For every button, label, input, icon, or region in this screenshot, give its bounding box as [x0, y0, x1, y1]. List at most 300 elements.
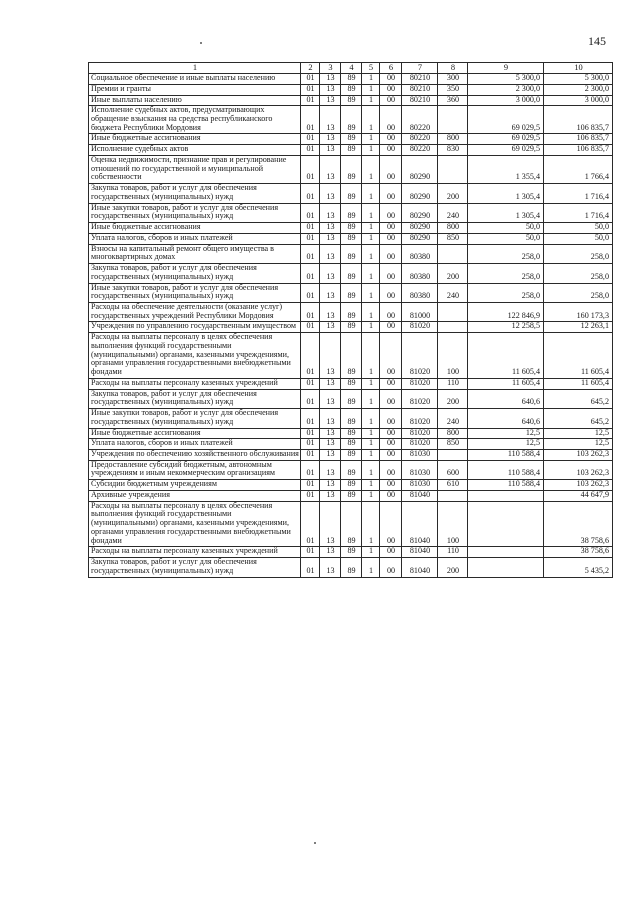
table-row	[89, 409, 613, 428]
code-cell: 1	[362, 490, 380, 501]
code-cell: 89	[341, 378, 362, 389]
code-cell: 00	[380, 155, 402, 183]
amount-cell: 258,0	[544, 244, 613, 263]
amount-cell: 103 262,3	[544, 449, 613, 460]
code-cell: 1	[362, 95, 380, 106]
row-name: Исполнение судебных актов, предусматривающих обращение взыскания на средства республиканского бюджета Республики Мордовия	[89, 106, 301, 134]
row-name: Иные бюджетные ассигнования	[89, 223, 301, 234]
budget-table	[88, 62, 613, 578]
code-cell: 01	[301, 95, 320, 106]
amount-cell: 106 835,7	[544, 106, 613, 134]
code-cell: 00	[380, 283, 402, 302]
table-row	[89, 95, 613, 106]
table-row	[89, 145, 613, 156]
code-cell: 1	[362, 547, 380, 558]
code-cell: 100	[438, 333, 468, 379]
row-name: Премии и гранты	[89, 84, 301, 95]
code-cell: 89	[341, 145, 362, 156]
code-cell: 1	[362, 480, 380, 491]
table-row	[89, 547, 613, 558]
code-cell: 850	[438, 439, 468, 450]
table-row	[89, 439, 613, 450]
amount-cell: 1 716,4	[544, 203, 613, 222]
row-name: Расходы на выплаты персоналу в целях обеспечения выполнения функций государственными (муниципальными) органами, казенными учреждениями, органами управления государственными внебюджетными фондами	[89, 333, 301, 379]
table-row	[89, 333, 613, 379]
code-cell: 1	[362, 106, 380, 134]
row-name: Исполнение судебных актов	[89, 145, 301, 156]
code-cell: 01	[301, 106, 320, 134]
code-cell: 89	[341, 74, 362, 85]
code-cell: 1	[362, 409, 380, 428]
code-cell: 89	[341, 501, 362, 547]
amount-cell: 106 835,7	[544, 134, 613, 145]
code-cell: 89	[341, 134, 362, 145]
code-cell: 01	[301, 223, 320, 234]
column-header: 6	[380, 63, 402, 74]
amount-cell: 258,0	[468, 283, 544, 302]
code-cell: 1	[362, 203, 380, 222]
row-name: Предоставление субсидий бюджетным, автономным учреждениям и иным некоммерческим организациям	[89, 460, 301, 479]
code-cell: 13	[320, 389, 341, 408]
amount-cell: 110 588,4	[468, 449, 544, 460]
code-cell: 89	[341, 428, 362, 439]
row-name: Закупка товаров, работ и услуг для обеспечения государственных (муниципальных) нужд	[89, 184, 301, 203]
row-name: Закупка товаров, работ и услуг для обеспечения государственных (муниципальных) нужд	[89, 558, 301, 577]
code-cell: 1	[362, 134, 380, 145]
code-cell: 1	[362, 302, 380, 321]
code-cell: 89	[341, 333, 362, 379]
code-cell: 13	[320, 184, 341, 203]
code-cell: 01	[301, 490, 320, 501]
table-row	[89, 203, 613, 222]
code-cell: 81030	[402, 480, 438, 491]
table-row	[89, 134, 613, 145]
code-cell: 13	[320, 244, 341, 263]
table-header-row	[89, 63, 613, 74]
amount-cell: 160 173,3	[544, 302, 613, 321]
code-cell: 850	[438, 233, 468, 244]
code-cell: 00	[380, 322, 402, 333]
amount-cell: 12,5	[468, 428, 544, 439]
amount-cell: 258,0	[544, 283, 613, 302]
amount-cell: 258,0	[468, 244, 544, 263]
table-row	[89, 264, 613, 283]
code-cell: 13	[320, 449, 341, 460]
code-cell: 13	[320, 558, 341, 577]
table-row	[89, 378, 613, 389]
code-cell: 00	[380, 558, 402, 577]
code-cell: 80380	[402, 264, 438, 283]
code-cell: 13	[320, 155, 341, 183]
code-cell: 00	[380, 106, 402, 134]
code-cell: 00	[380, 74, 402, 85]
code-cell: 110	[438, 547, 468, 558]
code-cell: 80210	[402, 84, 438, 95]
code-cell: 81020	[402, 333, 438, 379]
code-cell	[438, 302, 468, 321]
table-row	[89, 155, 613, 183]
amount-cell: 2 300,0	[468, 84, 544, 95]
code-cell: 89	[341, 184, 362, 203]
table-row	[89, 74, 613, 85]
code-cell: 13	[320, 460, 341, 479]
code-cell: 240	[438, 409, 468, 428]
amount-cell: 258,0	[544, 264, 613, 283]
code-cell: 240	[438, 283, 468, 302]
table-row	[89, 84, 613, 95]
code-cell: 00	[380, 134, 402, 145]
code-cell: 00	[380, 460, 402, 479]
column-header: 7	[402, 63, 438, 74]
code-cell: 80210	[402, 74, 438, 85]
code-cell: 89	[341, 84, 362, 95]
page-number: 145	[588, 34, 606, 48]
amount-cell: 640,6	[468, 389, 544, 408]
amount-cell: 12,5	[544, 439, 613, 450]
code-cell: 81040	[402, 501, 438, 547]
code-cell: 1	[362, 145, 380, 156]
code-cell: 800	[438, 223, 468, 234]
code-cell: 13	[320, 84, 341, 95]
scan-speck	[314, 842, 316, 844]
table-row	[89, 233, 613, 244]
code-cell: 89	[341, 106, 362, 134]
row-name: Социальное обеспечение и иные выплаты населению	[89, 74, 301, 85]
code-cell: 00	[380, 145, 402, 156]
amount-cell: 1 355,4	[468, 155, 544, 183]
code-cell: 01	[301, 547, 320, 558]
code-cell: 1	[362, 501, 380, 547]
code-cell: 00	[380, 233, 402, 244]
row-name: Иные закупки товаров, работ и услуг для обеспечения государственных (муниципальных) нужд	[89, 283, 301, 302]
code-cell: 00	[380, 501, 402, 547]
column-header: 5	[362, 63, 380, 74]
code-cell: 89	[341, 283, 362, 302]
amount-cell: 3 000,0	[468, 95, 544, 106]
amount-cell: 38 758,6	[544, 501, 613, 547]
row-name: Иные закупки товаров, работ и услуг для обеспечения государственных (муниципальных) нужд	[89, 203, 301, 222]
code-cell: 81030	[402, 449, 438, 460]
amount-cell: 11 605,4	[544, 333, 613, 379]
code-cell: 01	[301, 283, 320, 302]
code-cell: 00	[380, 203, 402, 222]
code-cell: 1	[362, 558, 380, 577]
column-header: 4	[341, 63, 362, 74]
amount-cell: 103 262,3	[544, 460, 613, 479]
amount-cell	[468, 490, 544, 501]
amount-cell: 645,2	[544, 389, 613, 408]
amount-cell: 50,0	[544, 233, 613, 244]
code-cell: 800	[438, 428, 468, 439]
row-name: Расходы на выплаты персоналу казенных учреждений	[89, 547, 301, 558]
table-row	[89, 223, 613, 234]
amount-cell: 1 766,4	[544, 155, 613, 183]
code-cell: 89	[341, 460, 362, 479]
code-cell	[438, 490, 468, 501]
code-cell: 80220	[402, 134, 438, 145]
code-cell: 01	[301, 155, 320, 183]
code-cell: 89	[341, 95, 362, 106]
code-cell: 13	[320, 302, 341, 321]
amount-cell: 106 835,7	[544, 145, 613, 156]
code-cell: 01	[301, 378, 320, 389]
code-cell: 01	[301, 409, 320, 428]
code-cell: 1	[362, 223, 380, 234]
column-header: 10	[544, 63, 613, 74]
row-name: Расходы на выплаты персоналу в целях обеспечения выполнения функций государственными (муниципальными) органами, казенными учреждениями, органами управления государственными внебюджетными фондами	[89, 501, 301, 547]
code-cell: 89	[341, 264, 362, 283]
amount-cell: 12 258,5	[468, 322, 544, 333]
amount-cell: 2 300,0	[544, 84, 613, 95]
code-cell	[438, 449, 468, 460]
code-cell: 13	[320, 145, 341, 156]
code-cell: 13	[320, 322, 341, 333]
table-row	[89, 449, 613, 460]
code-cell: 13	[320, 501, 341, 547]
column-header: 9	[468, 63, 544, 74]
code-cell: 240	[438, 203, 468, 222]
code-cell: 01	[301, 84, 320, 95]
code-cell: 00	[380, 333, 402, 379]
code-cell: 13	[320, 264, 341, 283]
table-row	[89, 184, 613, 203]
amount-cell: 122 846,9	[468, 302, 544, 321]
code-cell: 300	[438, 74, 468, 85]
code-cell: 1	[362, 74, 380, 85]
table-row	[89, 389, 613, 408]
code-cell: 81040	[402, 490, 438, 501]
code-cell: 81020	[402, 322, 438, 333]
code-cell: 89	[341, 223, 362, 234]
code-cell: 81040	[402, 558, 438, 577]
row-name: Архивные учреждения	[89, 490, 301, 501]
code-cell: 1	[362, 233, 380, 244]
code-cell: 13	[320, 480, 341, 491]
row-name: Учреждения по управлению государственным имуществом	[89, 322, 301, 333]
code-cell: 01	[301, 389, 320, 408]
amount-cell: 5 435,2	[544, 558, 613, 577]
code-cell: 01	[301, 558, 320, 577]
code-cell: 00	[380, 480, 402, 491]
code-cell: 81030	[402, 460, 438, 479]
row-name: Иные бюджетные ассигнования	[89, 428, 301, 439]
code-cell: 1	[362, 460, 380, 479]
amount-cell: 44 647,9	[544, 490, 613, 501]
amount-cell: 640,6	[468, 409, 544, 428]
table-row	[89, 460, 613, 479]
amount-cell: 1 305,4	[468, 184, 544, 203]
code-cell: 80210	[402, 95, 438, 106]
code-cell: 200	[438, 264, 468, 283]
code-cell: 800	[438, 134, 468, 145]
code-cell: 13	[320, 95, 341, 106]
code-cell: 100	[438, 501, 468, 547]
code-cell: 80290	[402, 184, 438, 203]
code-cell: 13	[320, 74, 341, 85]
code-cell: 1	[362, 439, 380, 450]
code-cell: 00	[380, 223, 402, 234]
code-cell: 01	[301, 145, 320, 156]
code-cell: 00	[380, 84, 402, 95]
amount-cell: 3 000,0	[544, 95, 613, 106]
code-cell: 1	[362, 449, 380, 460]
code-cell: 00	[380, 490, 402, 501]
code-cell: 13	[320, 428, 341, 439]
code-cell: 1	[362, 322, 380, 333]
code-cell: 89	[341, 203, 362, 222]
code-cell: 00	[380, 95, 402, 106]
code-cell: 89	[341, 302, 362, 321]
code-cell: 200	[438, 184, 468, 203]
code-cell: 110	[438, 378, 468, 389]
row-name: Закупка товаров, работ и услуг для обеспечения государственных (муниципальных) нужд	[89, 389, 301, 408]
code-cell	[438, 106, 468, 134]
code-cell: 00	[380, 302, 402, 321]
code-cell: 13	[320, 203, 341, 222]
code-cell	[438, 322, 468, 333]
code-cell: 13	[320, 333, 341, 379]
amount-cell: 69 029,5	[468, 134, 544, 145]
table-row	[89, 490, 613, 501]
code-cell: 00	[380, 244, 402, 263]
code-cell: 01	[301, 264, 320, 283]
code-cell: 01	[301, 333, 320, 379]
code-cell: 00	[380, 449, 402, 460]
code-cell: 89	[341, 233, 362, 244]
table-row	[89, 283, 613, 302]
code-cell: 1	[362, 184, 380, 203]
code-cell: 1	[362, 428, 380, 439]
code-cell: 89	[341, 547, 362, 558]
code-cell: 01	[301, 449, 320, 460]
amount-cell: 110 588,4	[468, 480, 544, 491]
amount-cell	[468, 501, 544, 547]
code-cell: 01	[301, 460, 320, 479]
code-cell: 13	[320, 283, 341, 302]
code-cell: 200	[438, 389, 468, 408]
code-cell: 13	[320, 233, 341, 244]
code-cell: 610	[438, 480, 468, 491]
code-cell: 1	[362, 84, 380, 95]
table-row	[89, 302, 613, 321]
code-cell: 01	[301, 184, 320, 203]
code-cell: 89	[341, 244, 362, 263]
code-cell: 89	[341, 558, 362, 577]
code-cell: 00	[380, 547, 402, 558]
amount-cell: 50,0	[468, 233, 544, 244]
amount-cell: 50,0	[544, 223, 613, 234]
amount-cell: 103 262,3	[544, 480, 613, 491]
amount-cell: 1 305,4	[468, 203, 544, 222]
amount-cell: 69 029,5	[468, 145, 544, 156]
amount-cell: 12,5	[544, 428, 613, 439]
code-cell: 81020	[402, 378, 438, 389]
column-header: 2	[301, 63, 320, 74]
table-row	[89, 480, 613, 491]
row-name: Взносы на капитальный ремонт общего имущества в многоквартирных домах	[89, 244, 301, 263]
code-cell	[438, 244, 468, 263]
code-cell: 89	[341, 439, 362, 450]
table-body	[89, 63, 613, 578]
row-name: Иные бюджетные ассигнования	[89, 134, 301, 145]
code-cell: 00	[380, 439, 402, 450]
code-cell: 89	[341, 449, 362, 460]
amount-cell: 645,2	[544, 409, 613, 428]
code-cell: 01	[301, 428, 320, 439]
code-cell: 89	[341, 155, 362, 183]
table-row	[89, 501, 613, 547]
amount-cell: 69 029,5	[468, 106, 544, 134]
code-cell: 200	[438, 558, 468, 577]
code-cell: 01	[301, 74, 320, 85]
code-cell: 89	[341, 409, 362, 428]
row-name: Расходы на обеспечение деятельности (оказание услуг) государственных учреждений Республики Мордовия	[89, 302, 301, 321]
row-name: Уплата налогов, сборов и иных платежей	[89, 233, 301, 244]
code-cell: 360	[438, 95, 468, 106]
code-cell: 13	[320, 439, 341, 450]
code-cell: 01	[301, 322, 320, 333]
code-cell: 80290	[402, 223, 438, 234]
code-cell: 01	[301, 134, 320, 145]
code-cell: 13	[320, 547, 341, 558]
scan-speck	[200, 42, 202, 44]
code-cell: 01	[301, 244, 320, 263]
code-cell: 80290	[402, 203, 438, 222]
amount-cell: 11 605,4	[544, 378, 613, 389]
code-cell: 89	[341, 389, 362, 408]
code-cell: 01	[301, 480, 320, 491]
code-cell: 600	[438, 460, 468, 479]
code-cell: 830	[438, 145, 468, 156]
code-cell: 89	[341, 480, 362, 491]
row-name: Расходы на выплаты персоналу казенных учреждений	[89, 378, 301, 389]
code-cell	[438, 155, 468, 183]
amount-cell: 5 300,0	[544, 74, 613, 85]
amount-cell	[468, 547, 544, 558]
column-header: 8	[438, 63, 468, 74]
code-cell: 01	[301, 501, 320, 547]
row-name: Иные закупки товаров, работ и услуг для обеспечения государственных (муниципальных) нужд	[89, 409, 301, 428]
code-cell: 81000	[402, 302, 438, 321]
code-cell: 01	[301, 203, 320, 222]
table-row	[89, 558, 613, 577]
amount-cell: 5 300,0	[468, 74, 544, 85]
amount-cell: 258,0	[468, 264, 544, 283]
code-cell: 80220	[402, 106, 438, 134]
code-cell: 81020	[402, 439, 438, 450]
table-row	[89, 244, 613, 263]
code-cell: 80380	[402, 283, 438, 302]
amount-cell	[468, 558, 544, 577]
code-cell: 00	[380, 428, 402, 439]
code-cell: 80290	[402, 233, 438, 244]
code-cell: 81020	[402, 409, 438, 428]
code-cell: 01	[301, 233, 320, 244]
row-name: Иные выплаты населению	[89, 95, 301, 106]
amount-cell: 110 588,4	[468, 460, 544, 479]
code-cell: 13	[320, 490, 341, 501]
amount-cell: 1 716,4	[544, 184, 613, 203]
row-name: Уплата налогов, сборов и иных платежей	[89, 439, 301, 450]
row-name: Закупка товаров, работ и услуг для обеспечения государственных (муниципальных) нужд	[89, 264, 301, 283]
code-cell: 81040	[402, 547, 438, 558]
code-cell: 13	[320, 409, 341, 428]
code-cell: 80380	[402, 244, 438, 263]
code-cell: 89	[341, 490, 362, 501]
code-cell: 00	[380, 409, 402, 428]
code-cell: 1	[362, 264, 380, 283]
amount-cell: 50,0	[468, 223, 544, 234]
